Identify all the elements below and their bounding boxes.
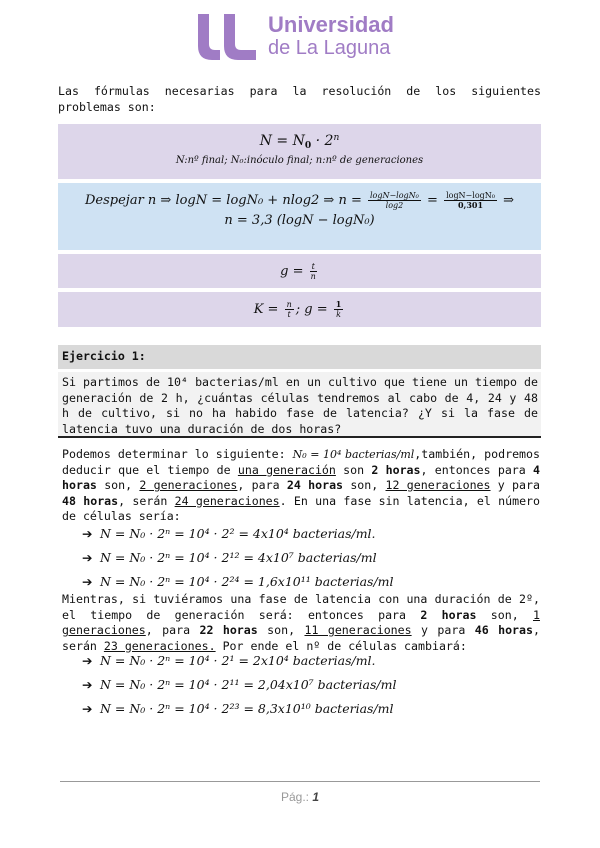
- answer-p2-d: son,: [267, 623, 296, 637]
- answer-p1-b2: 4 horas: [62, 462, 541, 492]
- arrow-icon: ➔: [82, 653, 93, 668]
- formula-box-g: [58, 254, 541, 288]
- formula-box-growth: [58, 124, 541, 179]
- answer-p1-formula: N₀ = 10⁴ bacterias/ml: [292, 448, 415, 461]
- answer-p2-b1: 2 horas: [420, 607, 477, 622]
- k2-fraction: [334, 300, 344, 319]
- answer-p2-a: Mientras, si tuviéramos una fase de latencia con una duración de 2º, el tiempo de generación será: entonces para: [62, 592, 540, 622]
- formula-despejar-line1: Despejar n ⇒ logN = logN₀ + nlog2 ⇒ n = $\frac{\text{logN−logN₀}}{\log 2}$ = $\frac{\text{logN−logN₀}}{0,301}$ ⇒: [84, 191, 514, 210]
- formula-box-despejar: [58, 183, 541, 250]
- answer-p1-a: Podemos determinar lo siguiente:: [62, 447, 286, 461]
- answer-p1-b: ,también, podremos deducir que el tiempo de: [62, 447, 540, 477]
- answer-p2-u3: 23 generaciones.: [103, 638, 216, 653]
- fraction-2: [444, 191, 497, 210]
- answer-p2-b: son,: [490, 607, 519, 622]
- page-number: 1: [312, 790, 320, 804]
- answer-p2-c: , para: [145, 623, 191, 637]
- formula-box-k: [58, 292, 541, 327]
- arrow-icon: ➔: [82, 574, 93, 589]
- formula-growth: $N = N_0 \cdot 2^n$: [259, 133, 340, 152]
- answer-p1-b1: 2 horas: [371, 462, 421, 477]
- k2-numerator: 1: [335, 299, 342, 309]
- university-name-line1: Universidad: [268, 12, 394, 37]
- equation-2: [82, 550, 377, 565]
- answer-p1-e: son,: [104, 478, 133, 492]
- fraction-2-denominator: 0,301: [457, 200, 484, 210]
- equation-4-text: N = N₀ · 2ⁿ = 10⁴ · 2¹ = 2x10⁴ bacterias/ml.: [100, 653, 376, 668]
- answer-p2-e: y para: [421, 623, 466, 637]
- answer-p1-c: son: [343, 462, 365, 477]
- g-fraction: [310, 262, 317, 281]
- fraction-2-numerator: logN−logN₀: [446, 191, 495, 200]
- answer-p1-j: . En una fase sin latencia, el número de células sería:: [62, 493, 541, 523]
- equation-4: [82, 653, 376, 668]
- equation-2-text: N = N₀ · 2ⁿ = 10⁴ · 2¹² = 4x10⁷ bacterias/ml: [100, 550, 377, 565]
- g-numerator: t: [311, 262, 315, 271]
- logo-mark-icon: [196, 14, 258, 60]
- answer-p1-u3: 12 generaciones: [385, 478, 491, 492]
- answer-p2-b3: 46 horas: [474, 623, 533, 637]
- university-name-line2: de La Laguna: [268, 37, 391, 59]
- answer-p2-u1: 1 generaciones: [62, 607, 540, 637]
- answer-p1-b4: 48 horas: [62, 493, 119, 508]
- k-denominator: t: [287, 310, 291, 319]
- formula-despejar-line2: n = 3,3 (logN − logN₀): [224, 213, 375, 228]
- answer-p1-u1: una generación: [237, 462, 336, 477]
- page-label: Pág.:: [280, 790, 309, 804]
- answer-p1-d: , entonces para: [420, 462, 526, 477]
- page-footer: [0, 790, 600, 804]
- equation-6: [82, 701, 394, 716]
- arrow-icon: ➔: [82, 677, 93, 692]
- k-label: K =: [253, 302, 279, 317]
- exercise-statement-box: [58, 372, 541, 438]
- equation-3-text: N = N₀ · 2ⁿ = 10⁴ · 2²⁴ = 1,6x10¹¹ bacterias/ml: [100, 574, 394, 589]
- exercise-title-bar: [58, 345, 541, 369]
- fraction-1-denominator: log2: [385, 201, 404, 210]
- answer-paragraph-2: [62, 592, 540, 654]
- equation-3: [82, 574, 394, 589]
- answer-p2-u2: 11 generaciones: [304, 623, 412, 637]
- answer-p1-f: , para: [237, 478, 280, 492]
- university-logo: [196, 12, 416, 64]
- answer-p1-h: y para: [497, 478, 540, 492]
- answer-p1-i: , serán: [118, 493, 168, 508]
- answer-p1-u4: 24 generaciones: [174, 493, 280, 508]
- equation-1-text: N = N₀ · 2ⁿ = 10⁴ · 2² = 4x10⁴ bacterias/ml.: [100, 526, 376, 541]
- despejar-text: Despejar n ⇒ logN = logN₀ + nlog2 ⇒ n =: [84, 193, 362, 208]
- g-label: g =: [280, 264, 304, 279]
- footer-divider: [60, 781, 540, 782]
- exercise-statement: Si partimos de 10⁴ bacterias/ml en un cultivo que tiene un tiempo de generación de 2 h, ¿cuántas células tendremos al cabo de 4, 24 y 48 h de cultivo, si no ha habido fase de latencia? ¿Y si la fase de latencia tuvo una duración de dos horas?: [62, 375, 538, 436]
- intro-text: Las fórmulas necesarias para la resolución de los siguientes problemas son:: [58, 84, 541, 114]
- k-separator: ; g =: [295, 302, 328, 317]
- arrow-icon: ➔: [82, 526, 93, 541]
- arrow-icon: ➔: [82, 701, 93, 716]
- answer-p2-f: , serán: [62, 623, 540, 653]
- equation-1: [82, 526, 376, 541]
- answer-p2-b2: 22 horas: [199, 623, 258, 637]
- answer-p1-u2: 2 generaciones: [139, 478, 238, 492]
- answer-p1-b3: 24 horas: [286, 478, 344, 492]
- fraction-1-numerator: logN−logN₀: [369, 191, 419, 200]
- k-fraction: [285, 300, 294, 319]
- arrow-icon: ➔: [82, 550, 93, 565]
- equation-6-text: N = N₀ · 2ⁿ = 10⁴ · 2²³ = 8,3x10¹⁰ bacterias/ml: [100, 701, 394, 716]
- fraction-1: [368, 191, 421, 210]
- equation-5-text: N = N₀ · 2ⁿ = 10⁴ · 2¹¹ = 2,04x10⁷ bacterias/ml: [100, 677, 397, 692]
- k2-denominator: k: [336, 310, 341, 319]
- equation-5: [82, 677, 396, 692]
- answer-paragraph-1: [62, 447, 540, 525]
- exercise-title: Ejercicio 1:: [62, 349, 146, 363]
- answer-p1-g: son,: [350, 478, 379, 492]
- formula-legend: N:nº final; N₀:inóculo final; n:nº de generaciones: [175, 155, 424, 167]
- k-numerator: n: [286, 300, 292, 309]
- answer-p2-g: Por ende el nº de células cambiará:: [222, 638, 467, 653]
- g-denominator: n: [310, 272, 316, 281]
